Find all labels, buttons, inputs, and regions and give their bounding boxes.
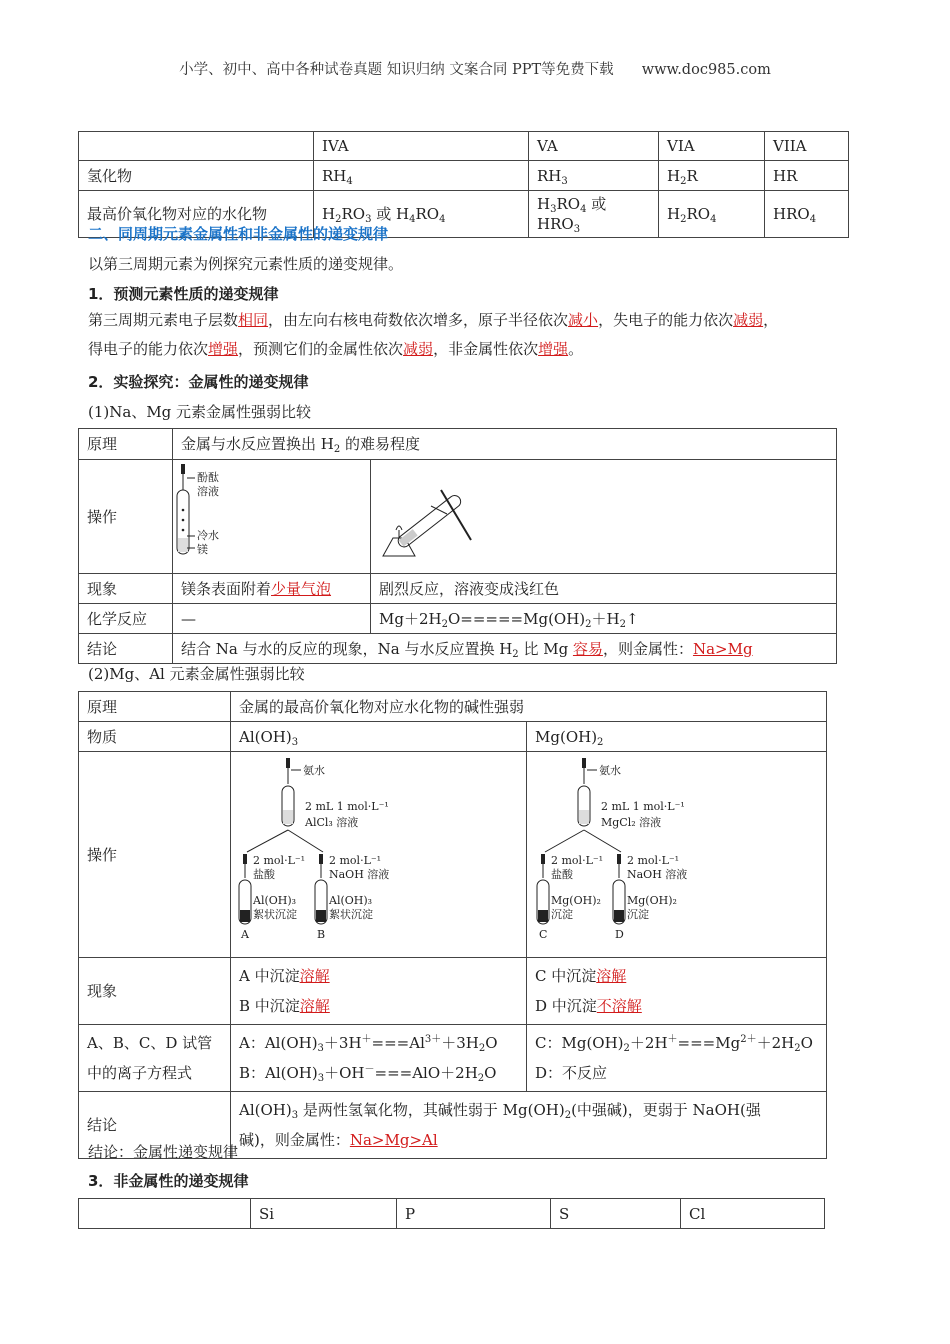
mg-water-figure — [173, 460, 371, 574]
svg-text:氨水: 氨水 — [303, 764, 325, 777]
t1-head-iva: IVA — [314, 132, 529, 161]
t4-head-p: P — [397, 1199, 551, 1229]
t2-phenomenon-label: 现象 — [79, 574, 173, 604]
t3-phenomenon-al: A 中沉淀溶解 B 中沉淀溶解 — [231, 958, 527, 1025]
svg-text:氨水: 氨水 — [599, 764, 621, 777]
t2-phenomenon-mg: 镁条表面附着少量气泡 — [173, 574, 371, 604]
t4-head-s: S — [551, 1199, 681, 1229]
svg-text:2 mol·L⁻¹: 2 mol·L⁻¹ — [627, 854, 680, 867]
svg-text:Al(OH)₃: Al(OH)₃ — [329, 894, 373, 907]
conclusion-line: 结论：金属性递变规律 — [88, 1143, 239, 1161]
t3-operation-label: 操作 — [79, 752, 231, 958]
t1-cell: $RH_3$ — [529, 161, 659, 191]
t2-principle-label: 原理 — [79, 429, 173, 460]
svg-text:AlCl₃ 溶液: AlCl₃ 溶液 — [305, 816, 359, 829]
t3-principle-label: 原理 — [79, 692, 231, 722]
t2-conclusion: 结合 Na 与水的反应的现象，Na 与水反应置换 $H_2$ 比 Mg 容易，则金属性：Na>Mg — [173, 634, 837, 664]
svg-text:Mg(OH)₂: Mg(OH)₂ — [551, 894, 601, 907]
t1-cell: $H_2RO_3$ 或 $H_4RO_4$ — [314, 191, 529, 238]
t3-conclusion: $Al(OH)_3$ 是两性氢氧化物，其碱性弱于 $Mg(OH)_2$(中强碱)，更弱于 NaOH(强 碱)，则金属性：Na>Mg>Al — [231, 1092, 827, 1159]
svg-text:2 mL 1 mol·L⁻¹: 2 mL 1 mol·L⁻¹ — [601, 800, 685, 813]
mg-experiment-figure — [527, 752, 827, 958]
t2-principle: 金属与水反应置换出 $H_2$ 的难易程度 — [173, 429, 837, 460]
subheading-2: (2)Mg、Al 元素金属性强弱比较 — [88, 665, 305, 683]
t3-substance-al: $Al(OH)_3$ — [231, 722, 527, 752]
t4-head-0 — [79, 1199, 251, 1229]
svg-text:2 mol·L⁻¹: 2 mol·L⁻¹ — [253, 854, 306, 867]
svg-text:NaOH 溶液: NaOH 溶液 — [627, 868, 688, 881]
svg-text:2 mol·L⁻¹: 2 mol·L⁻¹ — [329, 854, 382, 867]
heading-1: 1．预测元素性质的递变规律 — [88, 285, 279, 303]
t2-phenomenon-heated: 剧烈反应，溶液变成浅红色 — [371, 574, 837, 604]
hydride-table — [78, 131, 849, 238]
t3-ionic-mg: C：$Mg(OH)_2+2H^+===Mg^{2+}+2H_2O$ D：不反应 — [527, 1025, 827, 1092]
header-url: www.doc985.com — [641, 62, 771, 78]
t3-ionic-label: A、B、C、D 试管 中的离子方程式 — [79, 1025, 231, 1092]
t3-phenomenon-mg: C 中沉淀溶解 D 中沉淀不溶解 — [527, 958, 827, 1025]
section-intro: 以第三周期元素为例探究元素性质的递变规律。 — [88, 255, 404, 273]
na-mg-table — [78, 428, 837, 664]
t4-head-si: Si — [251, 1199, 397, 1229]
t1-cell: $H_3RO_4$ 或 $HRO_3$ — [529, 191, 659, 238]
svg-text:Al(OH)₃: Al(OH)₃ — [253, 894, 297, 907]
svg-text:沉淀: 沉淀 — [627, 908, 649, 921]
page-header — [0, 58, 950, 79]
t1-head-va: VA — [529, 132, 659, 161]
t3-substance-mg: $Mg(OH)_2$ — [527, 722, 827, 752]
svg-text:Mg(OH)₂: Mg(OH)₂ — [627, 894, 677, 907]
t1-cell: HR — [765, 161, 849, 191]
t2-conclusion-label: 结论 — [79, 634, 173, 664]
t3-principle: 金属的最高价氧化物对应水化物的碱性强弱 — [231, 692, 827, 722]
t3-phenomenon-label: 现象 — [79, 958, 231, 1025]
t1-head-0 — [79, 132, 314, 161]
t2-reaction-label: 化学反应 — [79, 604, 173, 634]
t4-head-cl: Cl — [681, 1199, 825, 1229]
t2-reaction-equation: $Mg+2H_2O=====Mg(OH)_2+H_2↑$ — [371, 604, 837, 634]
svg-text:絮状沉淀: 絮状沉淀 — [253, 908, 297, 921]
svg-text:2 mL 1 mol·L⁻¹: 2 mL 1 mol·L⁻¹ — [305, 800, 389, 813]
svg-text:B: B — [317, 928, 326, 941]
nonmetal-table — [78, 1198, 825, 1229]
prediction-paragraph: 第三周期元素电子层数相同，由左向右核电荷数依次增多，原子半径依次减小，失电子的能力依次减弱， 得电子的能力依次增强，预测它们的金属性依次减弱，非金属性依次增强。 — [88, 311, 779, 358]
t1-head-viia: VIIA — [765, 132, 849, 161]
t1-hydroxide-label: 最高价氧化物对应的水化物 — [79, 191, 314, 238]
section-title: 二、同周期元素金属性和非金属性的递变规律 — [88, 225, 389, 243]
t1-cell: $H_2R$ — [659, 161, 765, 191]
svg-text:沉淀: 沉淀 — [551, 908, 573, 921]
svg-text:盐酸: 盐酸 — [253, 868, 275, 881]
t1-hydride-label: 氢化物 — [79, 161, 314, 191]
heading-2: 2．实验探究：金属性的递变规律 — [88, 373, 309, 391]
header-text: 小学、初中、高中各种试卷真题 知识归纳 文案合同 PPT等免费下载 — [179, 62, 614, 78]
svg-text:NaOH 溶液: NaOH 溶液 — [329, 868, 390, 881]
svg-text:C: C — [539, 928, 548, 941]
svg-text:D: D — [615, 928, 624, 941]
t2-operation-label: 操作 — [79, 460, 173, 574]
t3-conclusion-label: 结论 — [79, 1092, 231, 1159]
svg-text:盐酸: 盐酸 — [551, 868, 573, 881]
subheading-1: (1)Na、Mg 元素金属性强弱比较 — [88, 403, 312, 421]
al-experiment-figure — [231, 752, 527, 958]
mg-heat-figure — [371, 460, 837, 574]
svg-text:溶液: 溶液 — [197, 485, 219, 498]
t3-ionic-al: A：$Al(OH)_3+3H^+===Al^{3+}+3H_2O$ B：$Al(OH)_3+OH^-===AlO+2H_2O$ — [231, 1025, 527, 1092]
svg-text:A: A — [241, 928, 249, 941]
svg-text:MgCl₂ 溶液: MgCl₂ 溶液 — [601, 816, 662, 829]
mg-al-table — [78, 691, 827, 1159]
t1-cell: $HRO_4$ — [765, 191, 849, 238]
svg-text:2 mol·L⁻¹: 2 mol·L⁻¹ — [551, 854, 604, 867]
heading-3: 3．非金属性的递变规律 — [88, 1172, 249, 1190]
svg-text:酚酞: 酚酞 — [197, 471, 219, 484]
svg-text:絮状沉淀: 絮状沉淀 — [329, 908, 373, 921]
svg-text:镁: 镁 — [197, 543, 208, 556]
t1-cell: $H_2RO_4$ — [659, 191, 765, 238]
t3-substance-label: 物质 — [79, 722, 231, 752]
t2-reaction-none: — — [173, 604, 371, 634]
t1-head-via: VIA — [659, 132, 765, 161]
t1-cell: $RH_4$ — [314, 161, 529, 191]
svg-text:冷水: 冷水 — [197, 529, 219, 542]
